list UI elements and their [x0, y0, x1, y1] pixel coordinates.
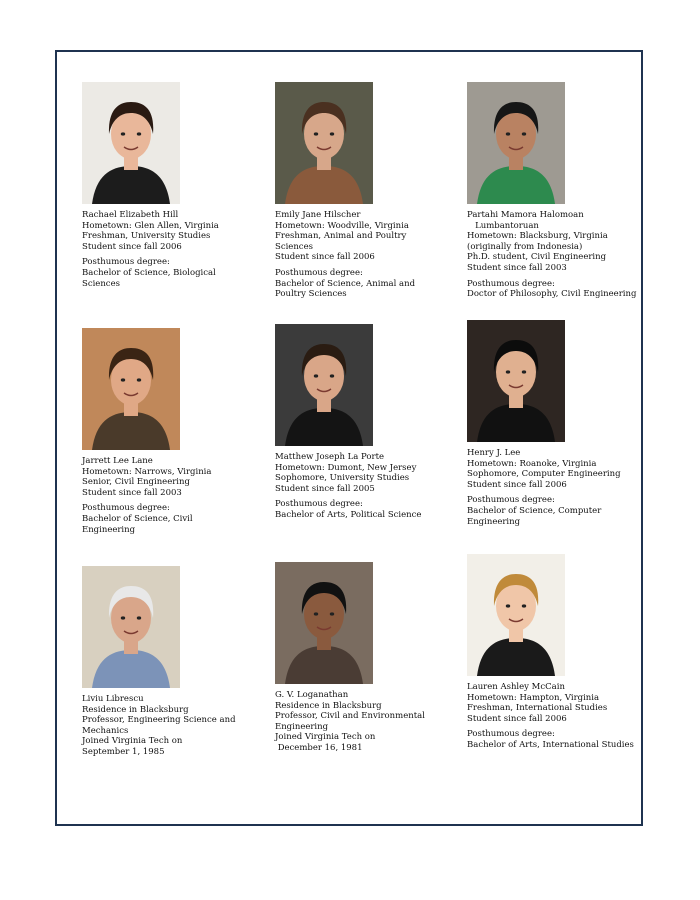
person-info: [82, 694, 260, 758]
degree-detail: Bachelor of Science, Civil: [82, 513, 193, 524]
portrait-photo: [82, 566, 180, 688]
portrait-photo: [275, 82, 373, 204]
person-info: [275, 210, 453, 300]
degree-heading: Posthumous degree:: [275, 267, 363, 278]
degree-heading: Posthumous degree:: [82, 257, 170, 268]
person-info: [275, 690, 453, 754]
degree-detail: Bachelor of Arts, Political Science: [275, 509, 422, 520]
person-detail: Student since fall 2005: [275, 483, 375, 494]
person-info: [275, 452, 453, 521]
person-detail: Freshman, International Studies: [467, 703, 608, 714]
person-detail: Student since fall 2003: [82, 487, 182, 498]
person-detail: Student since fall 2003: [467, 262, 567, 273]
degree-detail: Bachelor of Science, Animal and: [275, 278, 416, 289]
person-name: Henry J. Lee: [467, 448, 521, 458]
portrait-photo: [82, 328, 180, 450]
person-name: Lauren Ashley McCain: [467, 682, 565, 692]
person-detail: Senior, Civil Engineering: [82, 477, 190, 488]
person-detail: Freshman, Animal and Poultry: [275, 231, 407, 242]
person-name: Jarrett Lee Lane: [82, 456, 153, 466]
person-info: [82, 210, 260, 289]
person-card-lee: [467, 320, 645, 527]
person-detail: Hometown: Roanoke, Virginia: [467, 458, 597, 469]
person-detail: Sophomore, University Studies: [275, 473, 410, 484]
person-card-lane: [82, 328, 260, 535]
person-detail: Ph.D. student, Civil Engineering: [467, 252, 607, 263]
person-detail: Residence in Blacksburg: [82, 704, 189, 715]
person-detail: Hometown: Woodville, Virginia: [275, 220, 409, 231]
person-detail: Student since fall 2006: [82, 241, 182, 252]
person-card-mccain: [467, 554, 645, 751]
person-detail: Professor, Civil and Environmental: [275, 711, 425, 722]
portrait-photo: [82, 82, 180, 204]
person-detail: Student since fall 2006: [275, 252, 375, 263]
person-detail: Student since fall 2006: [467, 479, 567, 490]
portrait-photo: [467, 320, 565, 442]
portrait-photo: [275, 324, 373, 446]
degree-detail: Engineering: [82, 524, 136, 535]
degree-detail: Doctor of Philosophy, Civil Engineering: [467, 289, 637, 300]
degree-heading: Posthumous degree:: [467, 278, 555, 289]
person-info: [467, 448, 645, 527]
degree-detail: Engineering: [467, 516, 521, 527]
person-detail: Hometown: Dumont, New Jersey: [275, 462, 417, 473]
person-name: Rachael Elizabeth Hill: [82, 210, 179, 220]
degree-detail: Bachelor of Arts, International Studies: [467, 739, 634, 750]
person-detail: Residence in Blacksburg: [275, 700, 382, 711]
person-detail: Mechanics: [82, 725, 129, 736]
portrait-photo: [467, 554, 565, 676]
person-detail: Hometown: Narrows, Virginia: [82, 466, 212, 477]
person-detail: September 1, 1985: [82, 746, 165, 757]
person-card-laporte: [275, 324, 453, 521]
degree-detail: Poultry Sciences: [275, 289, 347, 300]
portrait-photo: [467, 82, 565, 204]
person-name: Liviu Librescu: [82, 694, 144, 704]
degree-heading: Posthumous degree:: [467, 495, 555, 506]
person-card-hilscher: [275, 82, 453, 300]
person-name: G. V. Loganathan: [275, 690, 349, 700]
person-detail: Engineering: [275, 721, 329, 732]
person-detail: December 16, 1981: [275, 742, 363, 753]
degree-detail: Sciences: [82, 278, 120, 289]
person-name: Emily Jane Hilscher: [275, 210, 361, 220]
person-detail: Professor, Engineering Science and: [82, 715, 236, 726]
person-detail: Sciences: [275, 241, 313, 252]
person-info: [82, 456, 260, 535]
person-card-librescu: [82, 566, 260, 758]
person-card-loganathan: [275, 562, 453, 754]
person-name: Matthew Joseph La Porte: [275, 452, 385, 462]
degree-heading: Posthumous degree:: [467, 729, 555, 740]
person-detail: (originally from Indonesia): [467, 241, 583, 252]
degree-detail: Bachelor of Science, Biological: [82, 267, 216, 278]
person-card-hill: [82, 82, 260, 289]
person-detail: Sophomore, Computer Engineering: [467, 469, 621, 480]
degree-heading: Posthumous degree:: [275, 499, 363, 510]
degree-heading: Posthumous degree:: [82, 503, 170, 514]
person-detail: Student since fall 2006: [467, 713, 567, 724]
person-name: Partahi Mamora Halomoan: [467, 210, 584, 220]
person-detail: Hometown: Hampton, Virginia: [467, 692, 600, 703]
person-detail: Freshman, University Studies: [82, 231, 211, 242]
person-detail: Hometown: Glen Allen, Virginia: [82, 220, 219, 231]
portrait-photo: [275, 562, 373, 684]
person-detail: Joined Virginia Tech on: [275, 732, 376, 743]
person-info: [467, 682, 645, 751]
person-detail: Lumbantoruan: [467, 220, 539, 231]
person-info: [467, 210, 645, 300]
person-detail: Hometown: Blacksburg, Virginia: [467, 231, 608, 242]
person-detail: Joined Virginia Tech on: [82, 736, 183, 747]
person-card-lumbantoruan: [467, 82, 645, 300]
degree-detail: Bachelor of Science, Computer: [467, 505, 602, 516]
